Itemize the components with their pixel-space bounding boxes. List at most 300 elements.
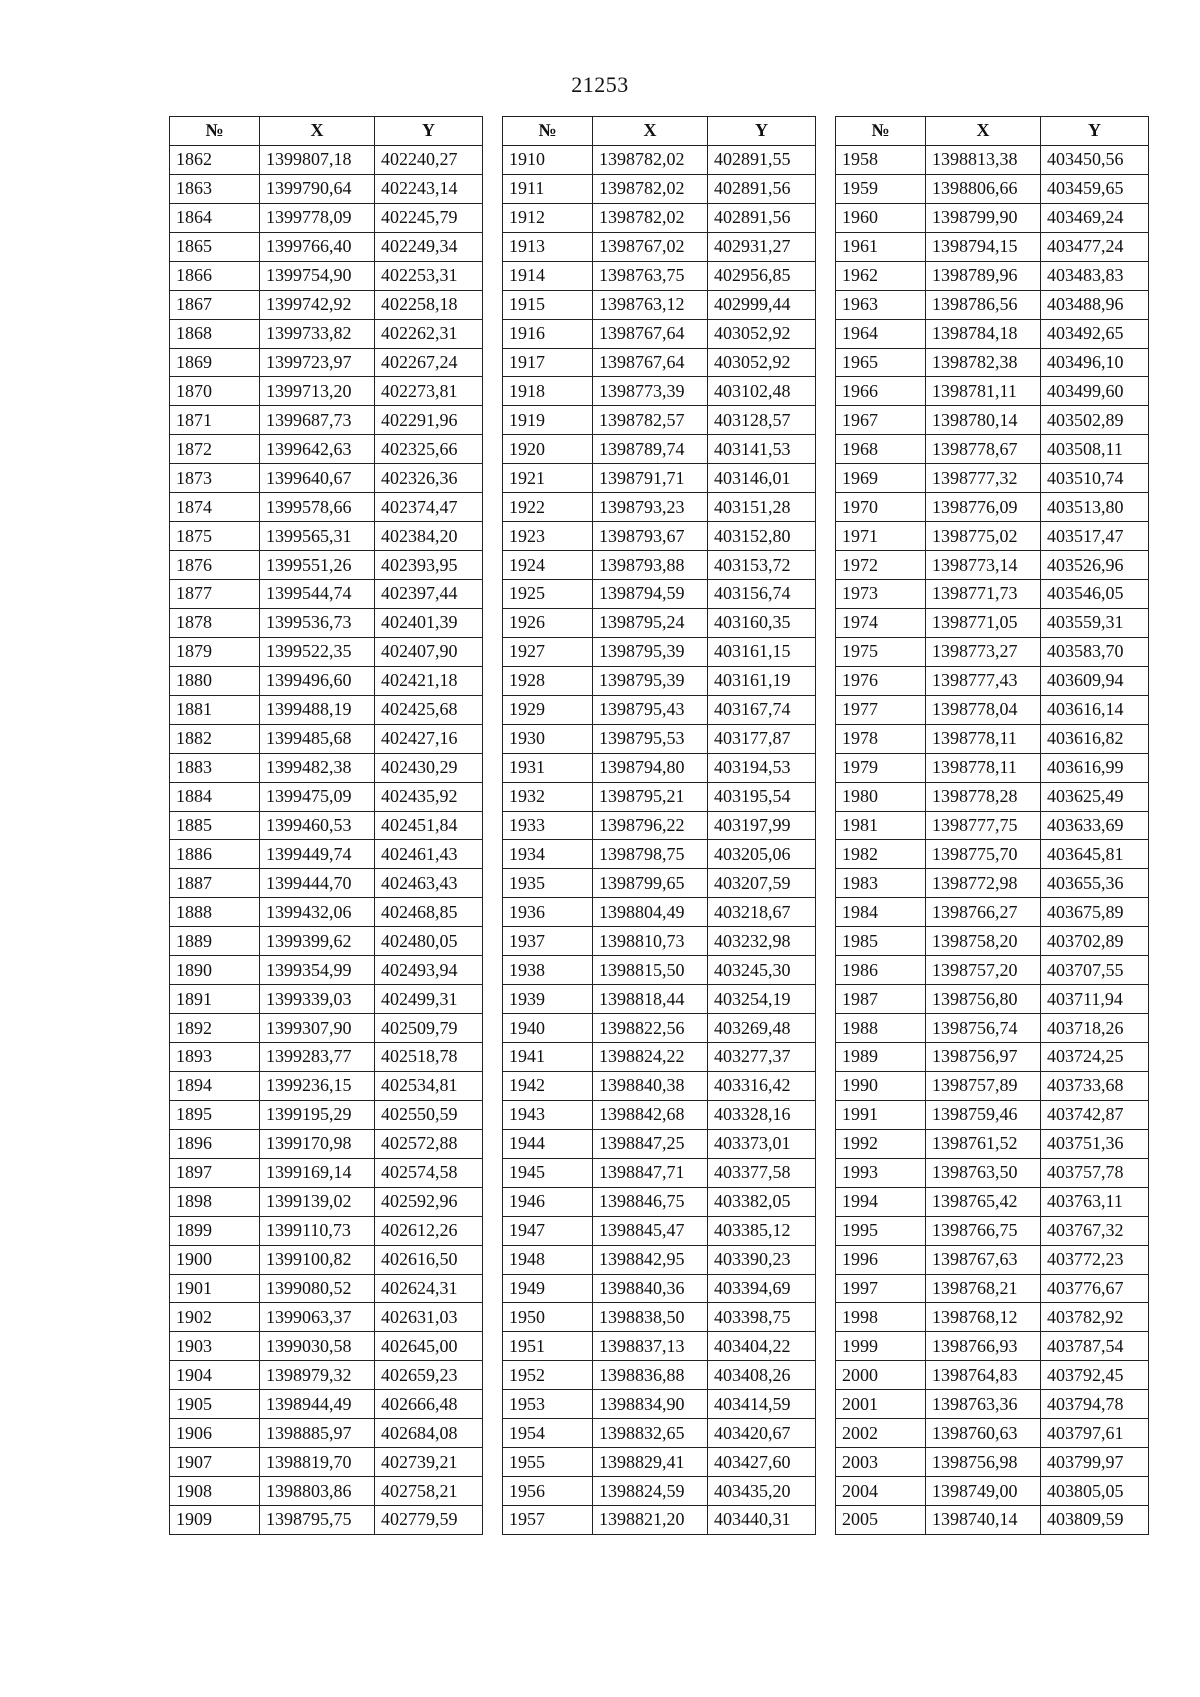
table-row xyxy=(503,1187,816,1216)
table-row xyxy=(836,1448,1149,1477)
table-row xyxy=(170,1361,483,1390)
table-row xyxy=(503,464,816,493)
x-coordinate-cell: 1398778,28 xyxy=(926,782,1041,811)
y-coordinate-cell: 403510,74 xyxy=(1041,464,1149,493)
y-coordinate-cell: 403269,48 xyxy=(708,1014,816,1043)
point-number-cell: 1937 xyxy=(503,927,593,956)
y-coordinate-cell: 402435,92 xyxy=(375,782,483,811)
x-coordinate-cell: 1398758,20 xyxy=(926,927,1041,956)
x-coordinate-cell: 1398847,71 xyxy=(593,1158,708,1187)
table-row xyxy=(170,290,483,319)
y-coordinate-cell: 403141,53 xyxy=(708,435,816,464)
table-row xyxy=(836,493,1149,522)
y-coordinate-cell: 402616,50 xyxy=(375,1245,483,1274)
x-coordinate-cell: 1398818,44 xyxy=(593,985,708,1014)
y-coordinate-cell: 403757,78 xyxy=(1041,1158,1149,1187)
x-coordinate-cell: 1398815,50 xyxy=(593,956,708,985)
x-coordinate-cell: 1398765,42 xyxy=(926,1187,1041,1216)
y-coordinate-cell: 402451,84 xyxy=(375,811,483,840)
point-number-cell: 1882 xyxy=(170,724,260,753)
point-number-cell: 1988 xyxy=(836,1014,926,1043)
x-coordinate-cell: 1398771,73 xyxy=(926,580,1041,609)
y-coordinate-cell: 403787,54 xyxy=(1041,1332,1149,1361)
y-coordinate-cell: 403496,10 xyxy=(1041,348,1149,377)
table-row xyxy=(170,840,483,869)
point-number-cell: 1872 xyxy=(170,435,260,464)
x-coordinate-cell: 1398819,70 xyxy=(260,1448,375,1477)
column-header-y: Y xyxy=(708,117,816,146)
table-row xyxy=(503,580,816,609)
table-row xyxy=(503,666,816,695)
y-coordinate-cell: 402684,08 xyxy=(375,1419,483,1448)
table-row xyxy=(836,956,1149,985)
x-coordinate-cell: 1398803,86 xyxy=(260,1477,375,1506)
table-row xyxy=(170,869,483,898)
x-coordinate-cell: 1398763,36 xyxy=(926,1390,1041,1419)
y-coordinate-cell: 403102,48 xyxy=(708,377,816,406)
y-coordinate-cell: 402273,81 xyxy=(375,377,483,406)
point-number-cell: 1958 xyxy=(836,145,926,174)
table-row xyxy=(170,1043,483,1072)
table-row xyxy=(503,435,816,464)
x-coordinate-cell: 1399496,60 xyxy=(260,666,375,695)
point-number-cell: 1981 xyxy=(836,811,926,840)
x-coordinate-cell: 1398777,75 xyxy=(926,811,1041,840)
point-number-cell: 1889 xyxy=(170,927,260,956)
table-row xyxy=(836,1506,1149,1535)
table-row xyxy=(836,869,1149,898)
point-number-cell: 1990 xyxy=(836,1071,926,1100)
x-coordinate-cell: 1399283,77 xyxy=(260,1043,375,1072)
y-coordinate-cell: 402253,31 xyxy=(375,261,483,290)
y-coordinate-cell: 402425,68 xyxy=(375,695,483,724)
y-coordinate-cell: 403245,30 xyxy=(708,956,816,985)
y-coordinate-cell: 403792,45 xyxy=(1041,1361,1149,1390)
point-number-cell: 1998 xyxy=(836,1303,926,1332)
x-coordinate-cell: 1399488,19 xyxy=(260,695,375,724)
y-coordinate-cell: 403232,98 xyxy=(708,927,816,956)
x-coordinate-cell: 1399169,14 xyxy=(260,1158,375,1187)
y-coordinate-cell: 402262,31 xyxy=(375,319,483,348)
table-row xyxy=(170,724,483,753)
x-coordinate-cell: 1398837,13 xyxy=(593,1332,708,1361)
point-number-cell: 1949 xyxy=(503,1274,593,1303)
point-number-cell: 1919 xyxy=(503,406,593,435)
x-coordinate-cell: 1398793,88 xyxy=(593,551,708,580)
y-coordinate-cell: 402430,29 xyxy=(375,753,483,782)
point-number-cell: 1945 xyxy=(503,1158,593,1187)
table-row xyxy=(170,1506,483,1535)
point-number-cell: 1927 xyxy=(503,637,593,666)
x-coordinate-cell: 1398766,93 xyxy=(926,1332,1041,1361)
y-coordinate-cell: 403469,24 xyxy=(1041,203,1149,232)
y-coordinate-cell: 403128,57 xyxy=(708,406,816,435)
point-number-cell: 1884 xyxy=(170,782,260,811)
x-coordinate-cell: 1398795,39 xyxy=(593,666,708,695)
y-coordinate-cell: 403373,01 xyxy=(708,1129,816,1158)
point-number-cell: 1940 xyxy=(503,1014,593,1043)
y-coordinate-cell: 403488,96 xyxy=(1041,290,1149,319)
point-number-cell: 1951 xyxy=(503,1332,593,1361)
table-row xyxy=(503,898,816,927)
x-coordinate-cell: 1399444,70 xyxy=(260,869,375,898)
x-coordinate-cell: 1398795,75 xyxy=(260,1506,375,1535)
table-row xyxy=(836,522,1149,551)
table-row xyxy=(836,1158,1149,1187)
column-header-x: X xyxy=(593,117,708,146)
point-number-cell: 1995 xyxy=(836,1216,926,1245)
point-number-cell: 1975 xyxy=(836,637,926,666)
y-coordinate-cell: 403450,56 xyxy=(1041,145,1149,174)
y-coordinate-cell: 403559,31 xyxy=(1041,608,1149,637)
table-row xyxy=(170,377,483,406)
point-number-cell: 1973 xyxy=(836,580,926,609)
point-number-cell: 1967 xyxy=(836,406,926,435)
y-coordinate-cell: 402574,58 xyxy=(375,1158,483,1187)
point-number-cell: 1908 xyxy=(170,1477,260,1506)
x-coordinate-cell: 1398794,15 xyxy=(926,232,1041,261)
x-coordinate-cell: 1398768,12 xyxy=(926,1303,1041,1332)
x-coordinate-cell: 1398821,20 xyxy=(593,1506,708,1535)
point-number-cell: 2004 xyxy=(836,1477,926,1506)
x-coordinate-cell: 1398829,41 xyxy=(593,1448,708,1477)
table-row xyxy=(836,985,1149,1014)
table-row xyxy=(503,753,816,782)
point-number-cell: 1939 xyxy=(503,985,593,1014)
point-number-cell: 1891 xyxy=(170,985,260,1014)
table-row xyxy=(836,1071,1149,1100)
point-number-cell: 1871 xyxy=(170,406,260,435)
coordinates-table-1 xyxy=(169,116,483,1535)
x-coordinate-cell: 1398766,27 xyxy=(926,898,1041,927)
x-coordinate-cell: 1399642,63 xyxy=(260,435,375,464)
table-row xyxy=(503,985,816,1014)
x-coordinate-cell: 1398756,98 xyxy=(926,1448,1041,1477)
point-number-cell: 1887 xyxy=(170,869,260,898)
y-coordinate-cell: 403254,19 xyxy=(708,985,816,1014)
x-coordinate-cell: 1398756,74 xyxy=(926,1014,1041,1043)
x-coordinate-cell: 1399236,15 xyxy=(260,1071,375,1100)
x-coordinate-cell: 1398766,75 xyxy=(926,1216,1041,1245)
x-coordinate-cell: 1399687,73 xyxy=(260,406,375,435)
point-number-cell: 1870 xyxy=(170,377,260,406)
y-coordinate-cell: 402931,27 xyxy=(708,232,816,261)
table-row xyxy=(503,1245,816,1274)
table-row xyxy=(503,927,816,956)
y-coordinate-cell: 403724,25 xyxy=(1041,1043,1149,1072)
x-coordinate-cell: 1398813,38 xyxy=(926,145,1041,174)
x-coordinate-cell: 1398780,14 xyxy=(926,406,1041,435)
y-coordinate-cell: 402427,16 xyxy=(375,724,483,753)
point-number-cell: 1965 xyxy=(836,348,926,377)
table-row xyxy=(836,348,1149,377)
table-row xyxy=(503,1390,816,1419)
point-number-cell: 1903 xyxy=(170,1332,260,1361)
y-coordinate-cell: 402592,96 xyxy=(375,1187,483,1216)
y-coordinate-cell: 402739,21 xyxy=(375,1448,483,1477)
x-coordinate-cell: 1398775,70 xyxy=(926,840,1041,869)
table-row xyxy=(836,1100,1149,1129)
table-row xyxy=(836,232,1149,261)
table-row xyxy=(836,319,1149,348)
point-number-cell: 1983 xyxy=(836,869,926,898)
x-coordinate-cell: 1398799,90 xyxy=(926,203,1041,232)
y-coordinate-cell: 402956,85 xyxy=(708,261,816,290)
table-row xyxy=(836,580,1149,609)
x-coordinate-cell: 1398781,11 xyxy=(926,377,1041,406)
point-number-cell: 1906 xyxy=(170,1419,260,1448)
table-row xyxy=(170,753,483,782)
y-coordinate-cell: 402493,94 xyxy=(375,956,483,985)
y-coordinate-cell: 403513,80 xyxy=(1041,493,1149,522)
x-coordinate-cell: 1399754,90 xyxy=(260,261,375,290)
table-row xyxy=(836,1216,1149,1245)
y-coordinate-cell: 403633,69 xyxy=(1041,811,1149,840)
table-row xyxy=(836,1419,1149,1448)
y-coordinate-cell: 403167,74 xyxy=(708,695,816,724)
x-coordinate-cell: 1398838,50 xyxy=(593,1303,708,1332)
x-coordinate-cell: 1398778,11 xyxy=(926,753,1041,782)
point-number-cell: 1897 xyxy=(170,1158,260,1187)
y-coordinate-cell: 403526,96 xyxy=(1041,551,1149,580)
point-number-cell: 1993 xyxy=(836,1158,926,1187)
point-number-cell: 1920 xyxy=(503,435,593,464)
table-row xyxy=(170,1448,483,1477)
point-number-cell: 1930 xyxy=(503,724,593,753)
x-coordinate-cell: 1398794,80 xyxy=(593,753,708,782)
table-row xyxy=(836,1187,1149,1216)
x-coordinate-cell: 1398845,47 xyxy=(593,1216,708,1245)
point-number-cell: 1991 xyxy=(836,1100,926,1129)
table-row xyxy=(503,1158,816,1187)
point-number-cell: 1999 xyxy=(836,1332,926,1361)
x-coordinate-cell: 1398773,39 xyxy=(593,377,708,406)
table-row xyxy=(170,1245,483,1274)
table-row xyxy=(503,1216,816,1245)
table-row xyxy=(503,1448,816,1477)
y-coordinate-cell: 402258,18 xyxy=(375,290,483,319)
y-coordinate-cell: 403408,26 xyxy=(708,1361,816,1390)
point-number-cell: 1877 xyxy=(170,580,260,609)
y-coordinate-cell: 403616,14 xyxy=(1041,695,1149,724)
point-number-cell: 1894 xyxy=(170,1071,260,1100)
y-coordinate-cell: 403655,36 xyxy=(1041,869,1149,898)
y-coordinate-cell: 403546,05 xyxy=(1041,580,1149,609)
table-row xyxy=(836,608,1149,637)
y-coordinate-cell: 403277,37 xyxy=(708,1043,816,1072)
point-number-cell: 1943 xyxy=(503,1100,593,1129)
point-number-cell: 1929 xyxy=(503,695,593,724)
table-row xyxy=(170,1216,483,1245)
table-row xyxy=(170,406,483,435)
point-number-cell: 1970 xyxy=(836,493,926,522)
point-number-cell: 1942 xyxy=(503,1071,593,1100)
point-number-cell: 1913 xyxy=(503,232,593,261)
x-coordinate-cell: 1398767,64 xyxy=(593,348,708,377)
x-coordinate-cell: 1399030,58 xyxy=(260,1332,375,1361)
x-coordinate-cell: 1399536,73 xyxy=(260,608,375,637)
point-number-cell: 1922 xyxy=(503,493,593,522)
x-coordinate-cell: 1398775,02 xyxy=(926,522,1041,551)
point-number-cell: 1987 xyxy=(836,985,926,1014)
x-coordinate-cell: 1399544,74 xyxy=(260,580,375,609)
x-coordinate-cell: 1399640,67 xyxy=(260,464,375,493)
point-number-cell: 1892 xyxy=(170,1014,260,1043)
table-row xyxy=(836,290,1149,319)
x-coordinate-cell: 1398782,57 xyxy=(593,406,708,435)
x-coordinate-cell: 1398740,14 xyxy=(926,1506,1041,1535)
y-coordinate-cell: 403052,92 xyxy=(708,319,816,348)
x-coordinate-cell: 1399449,74 xyxy=(260,840,375,869)
y-coordinate-cell: 402572,88 xyxy=(375,1129,483,1158)
y-coordinate-cell: 403733,68 xyxy=(1041,1071,1149,1100)
table-row xyxy=(503,1043,816,1072)
point-number-cell: 1980 xyxy=(836,782,926,811)
table-row xyxy=(170,580,483,609)
y-coordinate-cell: 403394,69 xyxy=(708,1274,816,1303)
y-coordinate-cell: 403609,94 xyxy=(1041,666,1149,695)
y-coordinate-cell: 402325,66 xyxy=(375,435,483,464)
point-number-cell: 1898 xyxy=(170,1187,260,1216)
table-row xyxy=(503,1332,816,1361)
table-row xyxy=(170,1071,483,1100)
y-coordinate-cell: 403508,11 xyxy=(1041,435,1149,464)
x-coordinate-cell: 1399399,62 xyxy=(260,927,375,956)
point-number-cell: 1874 xyxy=(170,493,260,522)
point-number-cell: 1996 xyxy=(836,1245,926,1274)
point-number-cell: 1862 xyxy=(170,145,260,174)
y-coordinate-cell: 403205,06 xyxy=(708,840,816,869)
x-coordinate-cell: 1399139,02 xyxy=(260,1187,375,1216)
column-header-number: № xyxy=(836,117,926,146)
point-number-cell: 1864 xyxy=(170,203,260,232)
x-coordinate-cell: 1398795,39 xyxy=(593,637,708,666)
point-number-cell: 1914 xyxy=(503,261,593,290)
page-number: 21253 xyxy=(571,72,629,97)
x-coordinate-cell: 1398773,14 xyxy=(926,551,1041,580)
x-coordinate-cell: 1398778,67 xyxy=(926,435,1041,464)
point-number-cell: 1875 xyxy=(170,522,260,551)
table-row xyxy=(503,1100,816,1129)
point-number-cell: 1986 xyxy=(836,956,926,985)
point-number-cell: 1917 xyxy=(503,348,593,377)
point-number-cell: 1934 xyxy=(503,840,593,869)
table-row xyxy=(503,232,816,261)
point-number-cell: 1881 xyxy=(170,695,260,724)
y-coordinate-cell: 403797,61 xyxy=(1041,1419,1149,1448)
y-coordinate-cell: 402891,56 xyxy=(708,203,816,232)
y-coordinate-cell: 402291,96 xyxy=(375,406,483,435)
column-header-y: Y xyxy=(1041,117,1149,146)
y-coordinate-cell: 403398,75 xyxy=(708,1303,816,1332)
y-coordinate-cell: 402509,79 xyxy=(375,1014,483,1043)
y-coordinate-cell: 403517,47 xyxy=(1041,522,1149,551)
point-number-cell: 1909 xyxy=(170,1506,260,1535)
y-coordinate-cell: 403328,16 xyxy=(708,1100,816,1129)
point-number-cell: 1899 xyxy=(170,1216,260,1245)
x-coordinate-cell: 1398794,59 xyxy=(593,580,708,609)
table-row xyxy=(503,377,816,406)
x-coordinate-cell: 1398782,02 xyxy=(593,203,708,232)
table-row xyxy=(170,1303,483,1332)
y-coordinate-cell: 403440,31 xyxy=(708,1506,816,1535)
y-coordinate-cell: 403751,36 xyxy=(1041,1129,1149,1158)
table-row xyxy=(503,956,816,985)
x-coordinate-cell: 1398776,09 xyxy=(926,493,1041,522)
x-coordinate-cell: 1398795,21 xyxy=(593,782,708,811)
x-coordinate-cell: 1398979,32 xyxy=(260,1361,375,1390)
table-row xyxy=(170,1332,483,1361)
table-row xyxy=(836,406,1149,435)
y-coordinate-cell: 403161,19 xyxy=(708,666,816,695)
y-coordinate-cell: 402480,05 xyxy=(375,927,483,956)
point-number-cell: 1866 xyxy=(170,261,260,290)
y-coordinate-cell: 403146,01 xyxy=(708,464,816,493)
y-coordinate-cell: 403492,65 xyxy=(1041,319,1149,348)
point-number-cell: 1883 xyxy=(170,753,260,782)
x-coordinate-cell: 1399733,82 xyxy=(260,319,375,348)
y-coordinate-cell: 403316,42 xyxy=(708,1071,816,1100)
x-coordinate-cell: 1398760,63 xyxy=(926,1419,1041,1448)
point-number-cell: 1907 xyxy=(170,1448,260,1477)
table-row xyxy=(170,782,483,811)
point-number-cell: 1863 xyxy=(170,174,260,203)
table-row xyxy=(836,927,1149,956)
column-header-x: X xyxy=(260,117,375,146)
x-coordinate-cell: 1398796,22 xyxy=(593,811,708,840)
y-coordinate-cell: 402326,36 xyxy=(375,464,483,493)
x-coordinate-cell: 1398784,18 xyxy=(926,319,1041,348)
x-coordinate-cell: 1398749,00 xyxy=(926,1477,1041,1506)
y-coordinate-cell: 403195,54 xyxy=(708,782,816,811)
x-coordinate-cell: 1399807,18 xyxy=(260,145,375,174)
y-coordinate-cell: 402407,90 xyxy=(375,637,483,666)
y-coordinate-cell: 403161,15 xyxy=(708,637,816,666)
y-coordinate-cell: 402267,24 xyxy=(375,348,483,377)
table-row xyxy=(170,811,483,840)
y-coordinate-cell: 403707,55 xyxy=(1041,956,1149,985)
point-number-cell: 1972 xyxy=(836,551,926,580)
x-coordinate-cell: 1398757,20 xyxy=(926,956,1041,985)
point-number-cell: 1950 xyxy=(503,1303,593,1332)
point-number-cell: 2005 xyxy=(836,1506,926,1535)
table-row xyxy=(836,551,1149,580)
y-coordinate-cell: 402999,44 xyxy=(708,290,816,319)
y-coordinate-cell: 403794,78 xyxy=(1041,1390,1149,1419)
table-row xyxy=(170,232,483,261)
y-coordinate-cell: 403197,99 xyxy=(708,811,816,840)
point-number-cell: 1946 xyxy=(503,1187,593,1216)
y-coordinate-cell: 403153,72 xyxy=(708,551,816,580)
point-number-cell: 1977 xyxy=(836,695,926,724)
x-coordinate-cell: 1398798,75 xyxy=(593,840,708,869)
y-coordinate-cell: 402518,78 xyxy=(375,1043,483,1072)
y-coordinate-cell: 402249,34 xyxy=(375,232,483,261)
x-coordinate-cell: 1399080,52 xyxy=(260,1274,375,1303)
y-coordinate-cell: 402779,59 xyxy=(375,1506,483,1535)
x-coordinate-cell: 1399578,66 xyxy=(260,493,375,522)
y-coordinate-cell: 402401,39 xyxy=(375,608,483,637)
y-coordinate-cell: 403718,26 xyxy=(1041,1014,1149,1043)
y-coordinate-cell: 403194,53 xyxy=(708,753,816,782)
table-row xyxy=(170,493,483,522)
point-number-cell: 1962 xyxy=(836,261,926,290)
point-number-cell: 1926 xyxy=(503,608,593,637)
y-coordinate-cell: 403377,58 xyxy=(708,1158,816,1187)
table-row xyxy=(836,753,1149,782)
x-coordinate-cell: 1398840,38 xyxy=(593,1071,708,1100)
table-row xyxy=(503,174,816,203)
